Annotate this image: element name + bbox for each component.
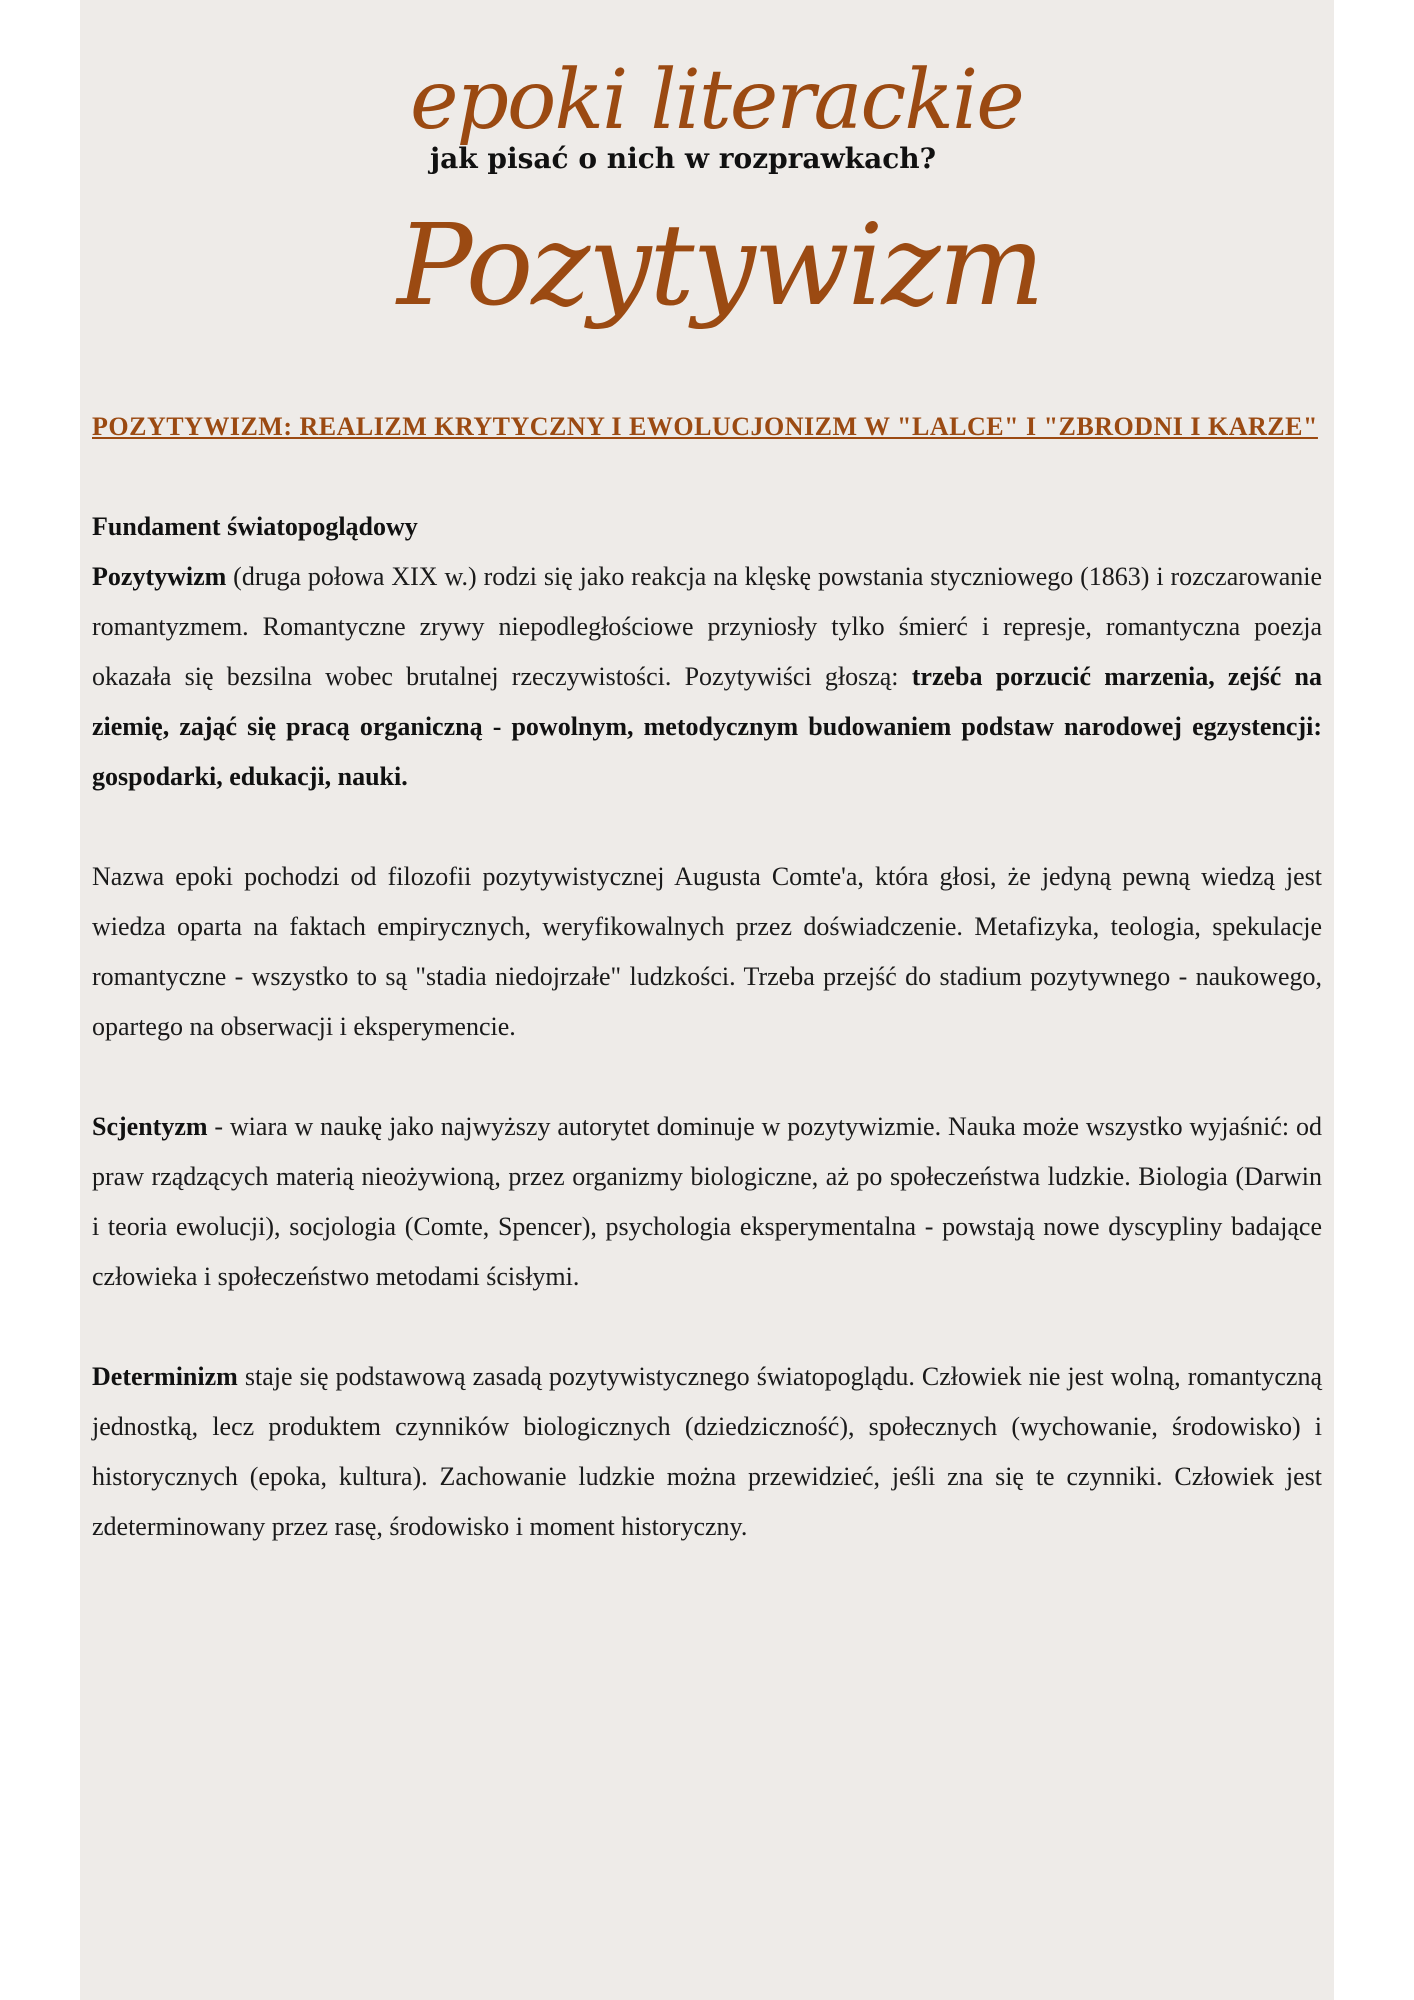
page-title: Pozytywizm bbox=[397, 201, 1043, 331]
emphasis-text: trzeba porzucić marzenia, zejść na ziemię, zająć się pracą organiczną - powolnym, metodycznym budowaniem podstaw narodowej egzystencji: gospodarki, edukacji, nauki. bbox=[92, 662, 1322, 791]
subheading: Fundament światopoglądowy bbox=[92, 512, 418, 541]
term-scjentyzm: Scjentyzm bbox=[92, 1112, 208, 1141]
paragraph-text: (druga połowa XIX w.) rodzi się jako reakcja na klęskę powstania styczniowego (1863) i rozczarowanie romantyzmem. Romantyczne zrywy niepodległościowe przyniosły tylko śmierć i represje, romantyczna poezja okazała się bezsilna wobec brutalnej rzeczywistości. Pozytywiści głoszą: bbox=[92, 562, 1322, 691]
paragraph-pozytywizm bbox=[92, 552, 1322, 802]
paragraph-comte: Nazwa epoki pochodzi od filozofii pozytywistycznej Augusta Comte'a, która głosi, że jedyną pewną wiedzą jest wiedza oparta na faktach empirycznych, weryfikowalnych przez doświadczenie. Metafizyka, teologia, spekulacje romantyczne - wszystko to są "stadia niedojrzałe" ludzkości. Trzeba przejść do stadium pozytywnego - naukowego, opartego na obserwacji i eksperymencie. bbox=[92, 862, 1322, 1041]
paragraph-scjentyzm bbox=[92, 1102, 1322, 1302]
series-subtitle: jak pisać o nich w rozprawkach? bbox=[430, 142, 937, 175]
term-determinizm: Determinizm bbox=[92, 1362, 238, 1391]
series-title: epoki literackie bbox=[410, 53, 1023, 148]
paragraph-text: staje się podstawową zasadą pozytywistycznego światopoglądu. Człowiek nie jest wolną, romantyczną jednostką, lecz produktem czynników biologicznych (dziedziczność), społecznych (wychowanie, środowisko) i historycznych (epoka, kultura). Zachowanie ludzkie można przewidzieć, jeśli zna się te czynniki. Człowiek jest zdeterminowany przez rasę, środowisko i moment historyczny. bbox=[92, 1362, 1322, 1541]
document-body bbox=[92, 402, 1322, 1602]
document-page bbox=[80, 0, 1334, 2000]
paragraph-determinizm bbox=[92, 1352, 1322, 1552]
term-pozytywizm: Pozytywizm bbox=[92, 562, 227, 591]
paragraph-text: - wiara w naukę jako najwyższy autorytet dominuje w pozytywizmie. Nauka może wszystko wyjaśnić: od praw rządzących materią nieożywioną, przez organizmy biologiczne, aż po społeczeństwa ludzkie. Biologia (Darwin i teoria ewolucji), socjologia (Comte, Spencer), psychologia eksperymentalna - powstają nowe dyscypliny badające człowieka i społeczeństwo metodami ścisłymi. bbox=[92, 1112, 1322, 1291]
section-title: POZYTYWIZM: REALIZM KRYTYCZNY I EWOLUCJONIZM W "LALCE" I "ZBRODNI I KARZE" bbox=[92, 412, 1318, 441]
